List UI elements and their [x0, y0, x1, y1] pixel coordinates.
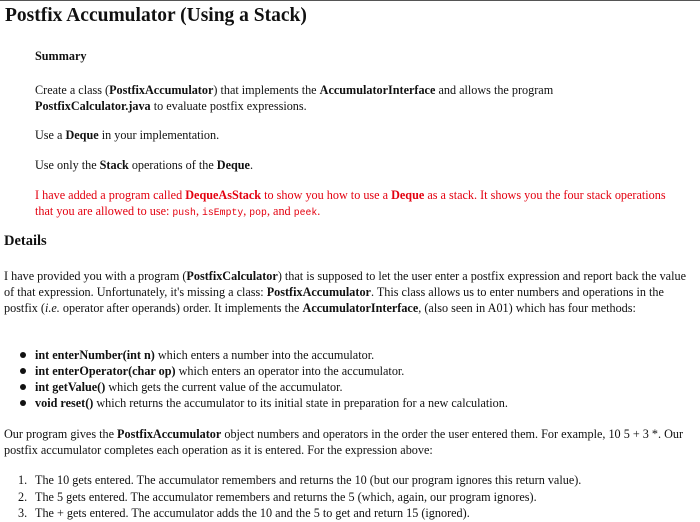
summary-heading: Summary [35, 49, 87, 63]
summary-paragraph-2 [35, 127, 675, 143]
deque-term: Deque [65, 128, 99, 142]
method-description: which gets the current value of the accumulator. [105, 380, 343, 394]
bullet-icon [20, 352, 26, 358]
text: ) that implements the [213, 83, 320, 97]
details-heading: Details [4, 233, 47, 249]
ie-abbrev: i.e. [44, 301, 60, 315]
text: Use only the [35, 158, 100, 172]
method-item [0, 379, 508, 395]
code-pop: pop [249, 207, 267, 218]
step-item [0, 472, 581, 489]
code-isempty: isEmpty [202, 207, 244, 218]
step-item [0, 489, 581, 506]
method-description: which enters a number into the accumulator. [154, 348, 375, 362]
step-number: 2. [18, 489, 28, 504]
step-number: 3. [18, 506, 28, 520]
deque-term: Deque [216, 158, 250, 172]
bullet-icon [20, 384, 26, 390]
text: I have added a program called [35, 188, 186, 202]
method-item [0, 363, 508, 379]
method-item [0, 395, 508, 411]
details-paragraph-2 [4, 426, 696, 458]
class-name: PostfixAccumulator [117, 427, 222, 441]
code-peek: peek [293, 207, 318, 218]
method-signature: void reset() [35, 396, 94, 410]
class-name: PostfixAccumulator [266, 285, 371, 299]
step-item [0, 505, 581, 522]
top-rule [0, 0, 700, 1]
interface-name: AccumulatorInterface [319, 83, 436, 97]
bullet-icon [20, 400, 26, 406]
separator: , [195, 204, 203, 218]
stack-term: Stack [99, 158, 129, 172]
program-name: PostfixCalculator [186, 269, 278, 283]
text: operator after operands) order. It implements the [59, 301, 303, 315]
text: object numbers and operators in the order the user entered them. For example, 10 5 + 3 *. Our postfix accumulator completes each operation as it is entered. For the expression above: [4, 427, 684, 457]
step-text: The 10 gets entered. The accumulator remembers and returns the 10 (but our program ignores this return value). [35, 473, 582, 487]
steps-list [0, 472, 581, 522]
separator: , and [266, 204, 294, 218]
instructor-note [35, 187, 675, 221]
interface-name: AccumulatorInterface [302, 301, 419, 315]
text: Our program gives the [4, 427, 118, 441]
step-number: 1. [18, 473, 28, 487]
page-title: Postfix Accumulator (Using a Stack) [5, 5, 307, 26]
method-item [0, 347, 508, 363]
method-signature: int getValue() [35, 380, 106, 394]
bullet-icon [20, 368, 26, 374]
text: Use a [35, 128, 66, 142]
text: as a stack. It shows you the four stack operations that you are allowed to use: [35, 188, 666, 218]
class-name: PostfixAccumulator [109, 83, 214, 97]
text: ) that is supposed to let the user enter a postfix expression and report back the value of that expression. Unfortunately, it's missing a class: [4, 269, 686, 299]
text: in your implementation. [98, 128, 220, 142]
details-paragraph-1 [4, 268, 696, 316]
method-signature: int enterNumber(int n) [35, 348, 155, 362]
text: operations of the [128, 158, 217, 172]
summary-paragraph-1 [35, 82, 675, 114]
separator: , [243, 204, 250, 218]
text: to show you how to use a [261, 188, 392, 202]
step-text: The 5 gets entered. The accumulator remembers and returns the 5 (which, again, our program ignores). [35, 489, 537, 504]
method-signature: int enterOperator(char op) [35, 364, 176, 378]
text: . This class allows us to enter numbers and operations in the postfix ( [4, 285, 664, 315]
program-name: PostfixCalculator.java [35, 99, 151, 113]
text: to evaluate postfix expressions. [150, 99, 307, 113]
summary-paragraph-3 [35, 157, 675, 173]
text: I have provided you with a program ( [4, 269, 187, 283]
code-push: push [172, 207, 196, 218]
deque-term: Deque [391, 188, 425, 202]
program-name: DequeAsStack [185, 188, 262, 202]
text: Create a class ( [35, 83, 110, 97]
text: . [249, 158, 254, 172]
text: , (also seen in A01) which has four methods: [418, 301, 636, 315]
separator: . [317, 204, 321, 218]
step-text: The + gets entered. The accumulator adds the 10 and the 5 to get and return 15 (ignored). [35, 506, 470, 520]
text: and allows the program [435, 83, 554, 97]
method-description: which returns the accumulator to its initial state in preparation for a new calculation. [93, 396, 508, 410]
methods-list [0, 347, 508, 411]
method-description: which enters an operator into the accumulator. [175, 364, 405, 378]
